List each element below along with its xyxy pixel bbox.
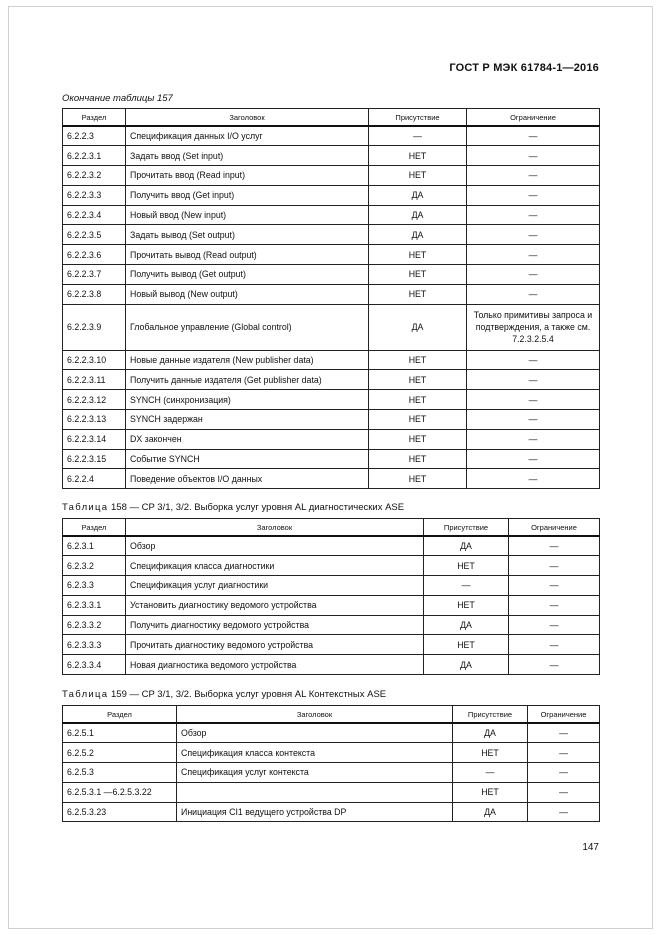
cell-title: Инициация CI1 ведущего устройства DP	[177, 802, 453, 822]
table-row	[63, 802, 600, 822]
table-row	[63, 146, 600, 166]
cell-title: Получить данные издателя (Get publisher data)	[126, 370, 369, 390]
cell-restriction: —	[509, 655, 600, 675]
table-159	[62, 705, 600, 822]
cell-section: 6.2.2.3.3	[63, 185, 126, 205]
cell-presence: НЕТ	[369, 410, 467, 430]
table-row	[63, 723, 600, 743]
cell-restriction: —	[509, 576, 600, 596]
cell-title: Получить ввод (Get input)	[126, 185, 369, 205]
cell-section: 6.2.2.3.11	[63, 370, 126, 390]
cell-presence: НЕТ	[369, 350, 467, 370]
cell-section: 6.2.5.2	[63, 743, 177, 763]
cell-section: 6.2.2.3.13	[63, 410, 126, 430]
cell-presence: ДА	[369, 225, 467, 245]
cell-section: 6.2.3.3.3	[63, 635, 126, 655]
cell-title: Задать ввод (Set input)	[126, 146, 369, 166]
cell-title: Обзор	[126, 536, 424, 556]
cell-title: Спецификация услуг контекста	[177, 763, 453, 783]
cell-title: Спецификация класса диагностики	[126, 556, 424, 576]
cell-presence: НЕТ	[369, 469, 467, 489]
cell-section: 6.2.2.3.9	[63, 304, 126, 350]
cell-title: Прочитать ввод (Read input)	[126, 166, 369, 186]
cell-section: 6.2.5.3.1 —6.2.5.3.22	[63, 782, 177, 802]
cell-presence: —	[369, 126, 467, 146]
cell-title	[177, 782, 453, 802]
cell-section: 6.2.3.2	[63, 556, 126, 576]
cell-section: 6.2.2.4	[63, 469, 126, 489]
table-row	[63, 225, 600, 245]
cell-presence: НЕТ	[369, 265, 467, 285]
cell-section: 6.2.3.3.2	[63, 615, 126, 635]
table-row	[63, 763, 600, 783]
cell-title: DX закончен	[126, 429, 369, 449]
cell-restriction: —	[528, 782, 600, 802]
cell-restriction: —	[467, 370, 600, 390]
cell-restriction: —	[509, 536, 600, 556]
cell-restriction: —	[467, 205, 600, 225]
table-159-title: 159 — CP 3/1, 3/2. Выборка услуг уровня AL Контекстных ASE	[111, 689, 387, 700]
table-157	[62, 108, 600, 489]
table-157-caption: Окончание таблицы 157	[62, 93, 173, 104]
cell-presence: НЕТ	[369, 146, 467, 166]
table-158	[62, 518, 600, 675]
table-159-body	[63, 723, 600, 822]
cell-title: Спецификация данных I/O услуг	[126, 126, 369, 146]
cell-presence: НЕТ	[453, 743, 528, 763]
cell-presence: НЕТ	[369, 449, 467, 469]
cell-section: 6.2.2.3.6	[63, 245, 126, 265]
table-row	[63, 743, 600, 763]
table-157-header	[63, 109, 600, 127]
cell-presence: —	[453, 763, 528, 783]
table-row	[63, 284, 600, 304]
table-row	[63, 429, 600, 449]
table-158-title: 158 — CP 3/1, 3/2. Выборка услуг уровня AL диагностических ASE	[111, 502, 405, 513]
table-row	[63, 655, 600, 675]
cell-section: 6.2.2.3	[63, 126, 126, 146]
cell-section: 6.2.3.3.4	[63, 655, 126, 675]
cell-presence: ДА	[369, 205, 467, 225]
cell-restriction: —	[528, 723, 600, 743]
cell-section: 6.2.2.3.12	[63, 390, 126, 410]
cell-presence: ДА	[424, 615, 509, 635]
header-presence: Присутствие	[424, 519, 509, 537]
cell-restriction: —	[467, 185, 600, 205]
cell-restriction: —	[467, 449, 600, 469]
cell-title: Получить вывод (Get output)	[126, 265, 369, 285]
cell-restriction: —	[467, 469, 600, 489]
table-row	[63, 265, 600, 285]
table-row	[63, 595, 600, 615]
cell-section: 6.2.3.3.1	[63, 595, 126, 615]
table-row	[63, 782, 600, 802]
table-row	[63, 166, 600, 186]
cell-presence: —	[424, 576, 509, 596]
cell-title: Новая диагностика ведомого устройства	[126, 655, 424, 675]
table-159-label: Таблица	[62, 689, 109, 700]
cell-title: Поведение объектов I/O данных	[126, 469, 369, 489]
table-row	[63, 449, 600, 469]
table-row	[63, 370, 600, 390]
cell-presence: НЕТ	[369, 284, 467, 304]
cell-restriction: —	[528, 763, 600, 783]
cell-section: 6.2.5.3	[63, 763, 177, 783]
header-section: Раздел	[63, 519, 126, 537]
cell-section: 6.2.2.3.10	[63, 350, 126, 370]
table-row	[63, 410, 600, 430]
cell-section: 6.2.3.1	[63, 536, 126, 556]
cell-title: Прочитать вывод (Read output)	[126, 245, 369, 265]
header-title: Заголовок	[126, 519, 424, 537]
table-row	[63, 635, 600, 655]
table-row	[63, 126, 600, 146]
cell-presence: ДА	[424, 536, 509, 556]
cell-presence: НЕТ	[453, 782, 528, 802]
table-row	[63, 350, 600, 370]
header-presence: Присутствие	[369, 109, 467, 127]
cell-presence: ДА	[453, 723, 528, 743]
cell-presence: ДА	[369, 304, 467, 350]
cell-presence: ДА	[453, 802, 528, 822]
document-id: ГОСТ Р МЭК 61784-1—2016	[449, 62, 599, 74]
cell-section: 6.2.2.3.2	[63, 166, 126, 186]
cell-title: Прочитать диагностику ведомого устройства	[126, 635, 424, 655]
cell-title: Новые данные издателя (New publisher data)	[126, 350, 369, 370]
cell-title: Новый ввод (New input)	[126, 205, 369, 225]
table-157-body	[63, 126, 600, 489]
cell-title: Получить диагностику ведомого устройства	[126, 615, 424, 635]
cell-presence: НЕТ	[369, 390, 467, 410]
cell-presence: ДА	[424, 655, 509, 675]
cell-restriction: —	[467, 146, 600, 166]
cell-presence: НЕТ	[369, 166, 467, 186]
cell-presence: НЕТ	[369, 429, 467, 449]
cell-restriction: —	[509, 615, 600, 635]
cell-restriction: —	[467, 265, 600, 285]
cell-title: SYNCH задержан	[126, 410, 369, 430]
cell-restriction: —	[467, 390, 600, 410]
cell-restriction: —	[467, 350, 600, 370]
header-title: Заголовок	[126, 109, 369, 127]
table-row	[63, 615, 600, 635]
cell-section: 6.2.5.3.23	[63, 802, 177, 822]
cell-section: 6.2.2.3.1	[63, 146, 126, 166]
cell-title: Обзор	[177, 723, 453, 743]
table-row	[63, 536, 600, 556]
header-section: Раздел	[63, 109, 126, 127]
header-restriction: Ограничение	[467, 109, 600, 127]
cell-section: 6.2.3.3	[63, 576, 126, 596]
table-row	[63, 390, 600, 410]
cell-restriction: Только примитивы запроса и подтверждения, а также см. 7.2.3.2.5.4	[467, 304, 600, 350]
cell-restriction: —	[467, 126, 600, 146]
cell-title: Глобальное управление (Global control)	[126, 304, 369, 350]
cell-presence: НЕТ	[424, 595, 509, 615]
cell-restriction: —	[528, 802, 600, 822]
cell-title: Установить диагностику ведомого устройства	[126, 595, 424, 615]
cell-restriction: —	[528, 743, 600, 763]
cell-section: 6.2.2.3.14	[63, 429, 126, 449]
table-row	[63, 556, 600, 576]
table-159-header	[63, 706, 600, 724]
table-row	[63, 245, 600, 265]
cell-restriction: —	[509, 556, 600, 576]
cell-restriction: —	[467, 410, 600, 430]
table-158-label: Таблица	[62, 502, 109, 513]
cell-title: Событие SYNCH	[126, 449, 369, 469]
cell-restriction: —	[467, 284, 600, 304]
cell-section: 6.2.2.3.4	[63, 205, 126, 225]
table-row	[63, 304, 600, 350]
cell-restriction: —	[467, 225, 600, 245]
cell-section: 6.2.2.3.5	[63, 225, 126, 245]
cell-title: Новый вывод (New output)	[126, 284, 369, 304]
cell-restriction: —	[467, 166, 600, 186]
header-restriction: Ограничение	[528, 706, 600, 724]
table-row	[63, 205, 600, 225]
header-presence: Присутствие	[453, 706, 528, 724]
cell-restriction: —	[509, 595, 600, 615]
cell-presence: НЕТ	[424, 556, 509, 576]
cell-title: Спецификация класса контекста	[177, 743, 453, 763]
header-section: Раздел	[63, 706, 177, 724]
cell-restriction: —	[467, 429, 600, 449]
cell-section: 6.2.5.1	[63, 723, 177, 743]
cell-section: 6.2.2.3.8	[63, 284, 126, 304]
cell-presence: НЕТ	[369, 245, 467, 265]
cell-restriction: —	[509, 635, 600, 655]
table-159-caption	[62, 689, 386, 700]
table-row	[63, 576, 600, 596]
cell-restriction: —	[467, 245, 600, 265]
table-row	[63, 185, 600, 205]
cell-title: Задать вывод (Set output)	[126, 225, 369, 245]
header-restriction: Ограничение	[509, 519, 600, 537]
cell-title: Спецификация услуг диагностики	[126, 576, 424, 596]
table-158-body	[63, 536, 600, 675]
cell-title: SYNCH (синхронизация)	[126, 390, 369, 410]
cell-presence: НЕТ	[424, 635, 509, 655]
table-158-header	[63, 519, 600, 537]
page-number: 147	[582, 842, 599, 853]
table-158-caption	[62, 502, 404, 513]
header-title: Заголовок	[177, 706, 453, 724]
table-row	[63, 469, 600, 489]
cell-section: 6.2.2.3.15	[63, 449, 126, 469]
cell-presence: НЕТ	[369, 370, 467, 390]
cell-section: 6.2.2.3.7	[63, 265, 126, 285]
cell-presence: ДА	[369, 185, 467, 205]
